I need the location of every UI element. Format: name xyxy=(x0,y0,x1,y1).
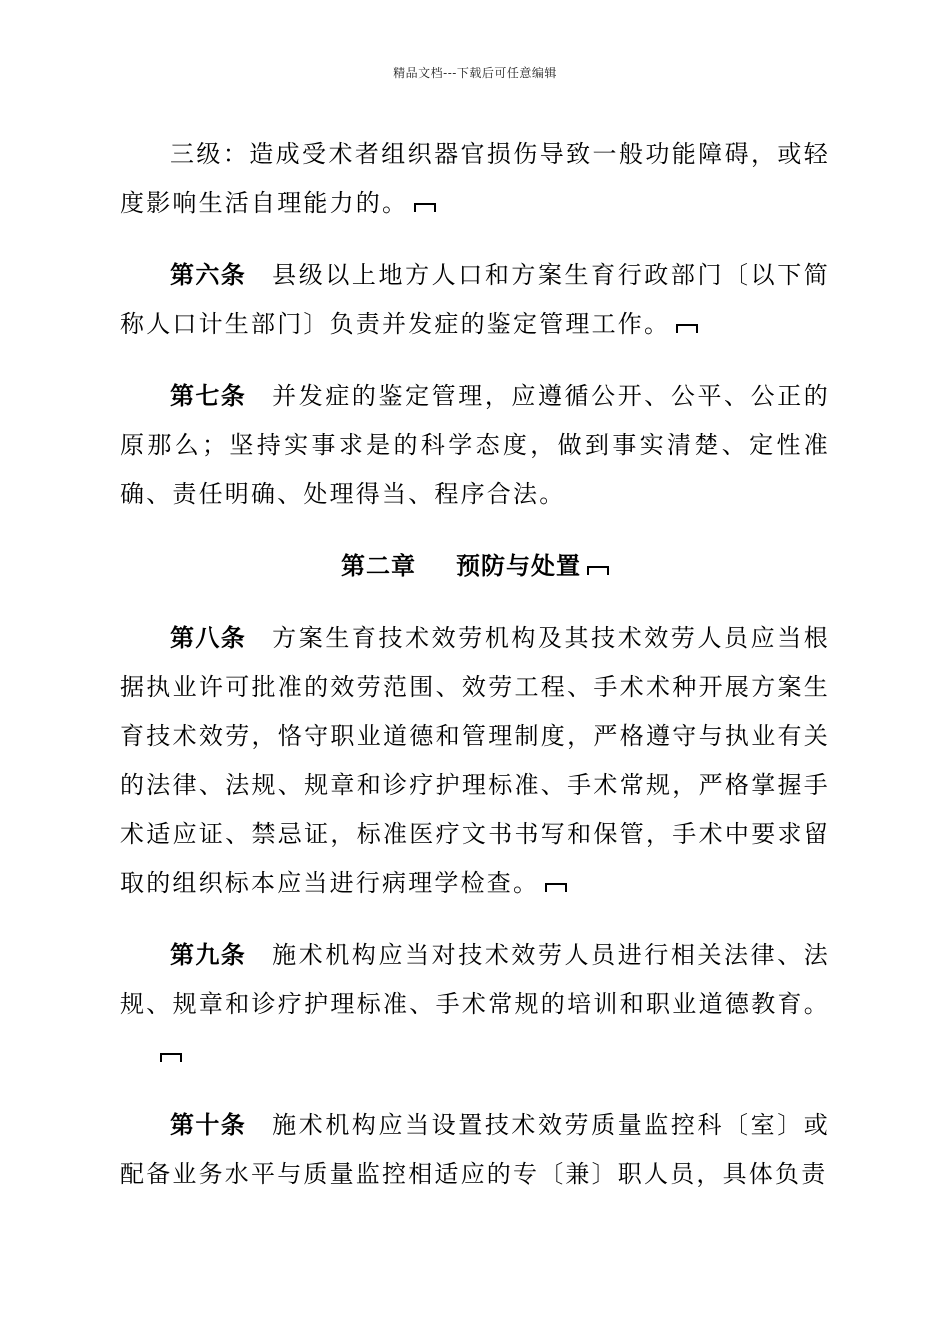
paragraph-grade-three xyxy=(120,130,830,228)
article-number: 第十条 xyxy=(170,1111,247,1139)
paragraph-text: 方案生育技术效劳机构及其技术效劳人员应当根据执业许可批准的效劳范围、效劳工程、手术术种开展方案生育技术效劳，恪守职业道德和管理制度，严格遵守与执业有关的法律、法规、规章和诊疗护理标准、手术常规，严格掌握手术适应证、禁忌证，标准医疗文书书写和保管，手术中要求留取的组织标本应当进行病理学检查。 xyxy=(120,624,831,897)
paragraph-article-6 xyxy=(120,251,830,349)
paragraph-text: 施术机构应当设置技术效劳质量监控科〔室〕或配备业务水平与质量监控相适应的专〔兼〕职人员，具体负责 xyxy=(120,1111,831,1188)
chapter-title: 预防与处置 xyxy=(456,552,581,580)
paragraph-text: 施术机构应当对技术效劳人员进行相关法律、法规、规章和诊疗护理标准、手术常规的培训和职业道德教育。 xyxy=(120,941,831,1018)
article-number: 第八条 xyxy=(170,624,247,652)
paragraph-mark-icon xyxy=(414,203,436,212)
paragraph-article-10 xyxy=(120,1101,830,1199)
paragraph-mark-icon xyxy=(587,566,609,575)
paragraph-text: 并发症的鉴定管理，应遵循公开、公平、公正的原那么；坚持实事求是的科学态度，做到事实清楚、定性准确、责任明确、处理得当、程序合法。 xyxy=(120,382,831,508)
paragraph-mark-icon xyxy=(160,1053,182,1062)
paragraph-mark-icon xyxy=(545,883,567,892)
article-number: 第七条 xyxy=(170,382,247,410)
page-header: 精品文档---下载后可任意编辑 xyxy=(393,66,557,80)
paragraph-article-9 xyxy=(120,931,830,1078)
article-number: 第九条 xyxy=(170,941,247,969)
article-number: 第六条 xyxy=(170,261,247,289)
chapter-number: 第二章 xyxy=(341,552,416,580)
chapter-heading xyxy=(120,542,830,591)
paragraph-article-7 xyxy=(120,372,830,519)
paragraph-text: 三级：造成受术者组织器官损伤导致一般功能障碍，或轻度影响生活自理能力的。 xyxy=(120,140,830,217)
paragraph-article-8 xyxy=(120,614,830,908)
paragraph-mark-icon xyxy=(676,324,698,333)
paragraph-text: 县级以上地方人口和方案生育行政部门〔以下简称人口计生部门〕负责并发症的鉴定管理工作。 xyxy=(120,261,831,338)
document-body xyxy=(120,130,830,1222)
